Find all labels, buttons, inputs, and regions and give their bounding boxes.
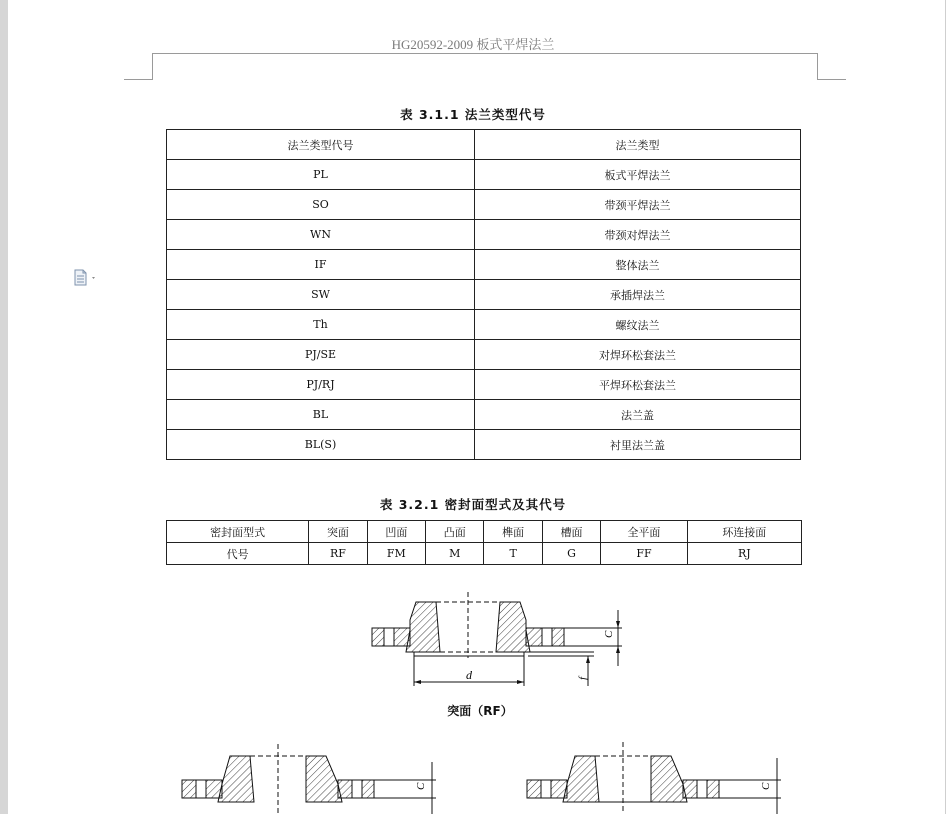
table1-caption: 表 3.1.1 法兰类型代号 xyxy=(400,107,546,122)
dim-d-label: d xyxy=(466,668,472,682)
sealing-face-table xyxy=(166,520,802,565)
table-row xyxy=(167,160,801,190)
table-cell: 对焊环松套法兰 xyxy=(475,340,801,370)
table-row xyxy=(167,310,801,340)
table-cell: 带颈对焊法兰 xyxy=(475,220,801,250)
table-row xyxy=(167,430,801,460)
table-cell: M xyxy=(426,543,484,565)
table2-caption: 表 3.2.1 密封面型式及其代号 xyxy=(379,497,567,512)
table-row xyxy=(167,190,801,220)
table-cell: 板式平焊法兰 xyxy=(475,160,801,190)
table-cell: 榫面 xyxy=(484,521,542,543)
chevron-down-icon xyxy=(92,277,95,279)
hidden-caption-remnant xyxy=(380,481,590,487)
table-cell: 整体法兰 xyxy=(475,250,801,280)
table-cell: Th xyxy=(167,310,475,340)
table-cell: PL xyxy=(167,160,475,190)
table-cell: 螺纹法兰 xyxy=(475,310,801,340)
table-header-cell: 法兰类型代号 xyxy=(167,130,475,160)
table-cell: 平焊环松套法兰 xyxy=(475,370,801,400)
table-row xyxy=(167,543,802,565)
dim-c-label: C xyxy=(603,630,615,638)
table-cell: IF xyxy=(167,250,475,280)
figure-caption: 突面（RF） xyxy=(447,704,513,718)
table-row xyxy=(167,521,802,543)
dim-c-label: C xyxy=(415,782,427,790)
table-cell: T xyxy=(484,543,542,565)
table-cell: G xyxy=(542,543,600,565)
table-cell: 槽面 xyxy=(542,521,600,543)
table-cell: RF xyxy=(309,543,367,565)
table-cell: 凹面 xyxy=(367,521,425,543)
crop-mark-right xyxy=(817,53,846,80)
table-cell: 环连接面 xyxy=(687,521,801,543)
table-cell: FF xyxy=(601,543,687,565)
table-header-row xyxy=(167,130,801,160)
dim-f-label: f xyxy=(577,676,589,680)
table-row xyxy=(167,370,801,400)
table-header-cell: 法兰类型 xyxy=(475,130,801,160)
table-cell: FM xyxy=(367,543,425,565)
table-cell: PJ/SE xyxy=(167,340,475,370)
table-cell: 全平面 xyxy=(601,521,687,543)
table-row xyxy=(167,340,801,370)
table-cell: 突面 xyxy=(309,521,367,543)
table-cell: SO xyxy=(167,190,475,220)
table-cell: 代号 xyxy=(167,543,309,565)
convex-face-flange-drawing xyxy=(515,740,795,814)
table-cell: BL(S) xyxy=(167,430,475,460)
table-cell: WN xyxy=(167,220,475,250)
table-cell: SW xyxy=(167,280,475,310)
table-row xyxy=(167,280,801,310)
table-cell: 衬里法兰盖 xyxy=(475,430,801,460)
table-row xyxy=(167,250,801,280)
table-cell: 带颈平焊法兰 xyxy=(475,190,801,220)
table-cell: 密封面型式 xyxy=(167,521,309,543)
header-rule xyxy=(152,53,817,54)
table-cell: PJ/RJ xyxy=(167,370,475,400)
table-row xyxy=(167,220,801,250)
table-cell: 承插焊法兰 xyxy=(475,280,801,310)
dim-c-label: C xyxy=(760,782,772,790)
raised-face-flange-drawing xyxy=(360,590,640,695)
flange-type-table xyxy=(166,129,801,460)
table-cell: 法兰盖 xyxy=(475,400,801,430)
document-icon[interactable] xyxy=(73,269,99,287)
table-cell: RJ xyxy=(687,543,801,565)
table-cell: 凸面 xyxy=(426,521,484,543)
table-cell: BL xyxy=(167,400,475,430)
crop-mark-left xyxy=(124,53,153,80)
concave-face-flange-drawing xyxy=(170,740,450,814)
table-row xyxy=(167,400,801,430)
page-header-title: HG20592-2009 板式平焊法兰 xyxy=(391,37,555,52)
